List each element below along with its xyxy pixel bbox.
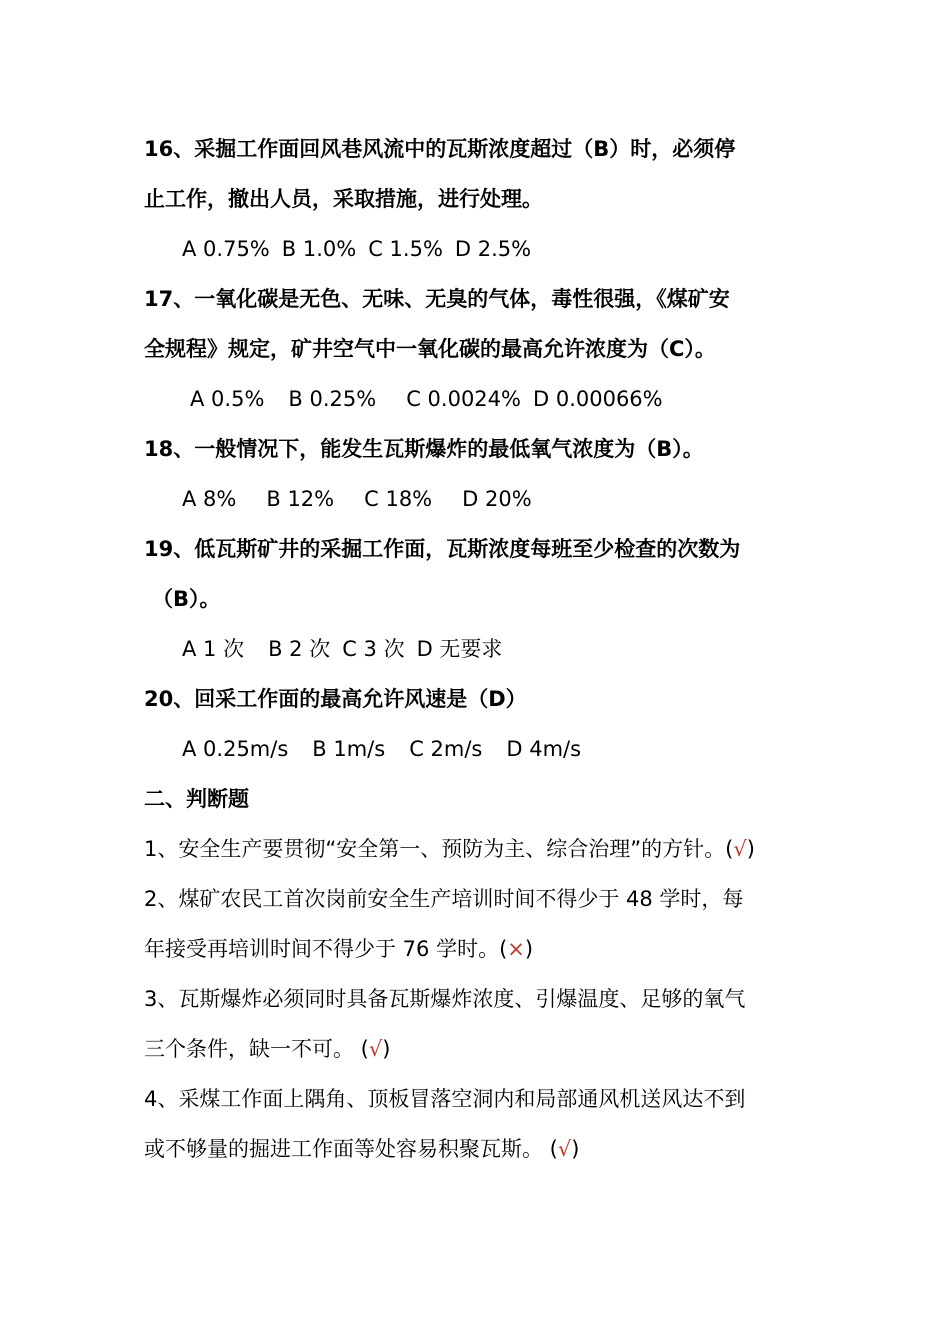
document-page bbox=[144, 124, 810, 1174]
option-d: D 无要求 bbox=[416, 637, 503, 661]
option-b: B 0.25% bbox=[288, 387, 377, 411]
option-c: C 2m/s bbox=[409, 737, 483, 761]
check-mark: √ bbox=[368, 1037, 383, 1061]
option-a: A 8% bbox=[182, 487, 237, 511]
judgment-4-line-2 bbox=[144, 1124, 810, 1174]
cross-mark: × bbox=[507, 937, 525, 961]
option-d: D 2.5% bbox=[454, 237, 532, 261]
question-17-line-1: 17、一氧化碳是无色、无味、无臭的气体，毒性很强，《煤矿安 bbox=[144, 287, 730, 311]
question-17-line-2: 全规程》规定，矿井空气中一氧化碳的最高允许浓度为（C）。 bbox=[144, 337, 716, 361]
question-17-options bbox=[144, 374, 810, 424]
question-18-line-1: 18、一般情况下，能发生瓦斯爆炸的最低氧气浓度为（B）。 bbox=[144, 437, 704, 461]
judgment-3-text: 三个条件，缺一不可。 ( bbox=[144, 1037, 369, 1061]
judgment-2-line-1: 2、煤矿农民工首次岗前安全生产培训时间不得少于 48 学时，每 bbox=[144, 887, 744, 911]
question-19-line-1: 19、低瓦斯矿井的采掘工作面，瓦斯浓度每班至少检查的次数为 bbox=[144, 537, 741, 561]
option-d: D 4m/s bbox=[506, 737, 582, 761]
section-title: 二、判断题 bbox=[144, 787, 249, 811]
option-c: C 1.5% bbox=[368, 237, 443, 261]
option-b: B 12% bbox=[266, 487, 335, 511]
question-19-options bbox=[144, 624, 810, 674]
question-20-options bbox=[144, 724, 810, 774]
judgment-4-line-1: 4、采煤工作面上隅角、顶板冒落空洞内和局部通风机送风达不到 bbox=[144, 1087, 746, 1111]
question-16-line-2: 止工作，撤出人员，采取措施，进行处理。 bbox=[144, 187, 543, 211]
option-c: C 3 次 bbox=[342, 637, 405, 661]
option-b: B 1m/s bbox=[312, 737, 386, 761]
option-b: B 2 次 bbox=[268, 637, 331, 661]
judgment-4-text: 或不够量的掘进工作面等处容易积聚瓦斯。 ( bbox=[144, 1137, 558, 1161]
close-paren: ) bbox=[746, 837, 755, 861]
check-mark: √ bbox=[733, 837, 747, 861]
judgment-3-line-2 bbox=[144, 1024, 810, 1074]
option-a: A 1 次 bbox=[182, 637, 245, 661]
option-c: C 18% bbox=[364, 487, 433, 511]
judgment-1-line-1 bbox=[144, 824, 810, 874]
close-paren: ) bbox=[382, 1037, 391, 1061]
option-c: C 0.0024% bbox=[406, 387, 521, 411]
check-mark: √ bbox=[557, 1137, 572, 1161]
judgment-3-line-1: 3、瓦斯爆炸必须同时具备瓦斯爆炸浓度、引爆温度、足够的氧气 bbox=[144, 987, 746, 1011]
question-16-options bbox=[144, 224, 810, 274]
question-16-line-1: 16、采掘工作面回风巷风流中的瓦斯浓度超过（B）时，必须停 bbox=[144, 137, 736, 161]
close-paren: ) bbox=[524, 937, 534, 961]
question-19-line-2: （B）。 bbox=[152, 587, 221, 611]
judgment-2-line-2 bbox=[144, 924, 810, 974]
option-a: A 0.5% bbox=[190, 387, 265, 411]
question-18-options bbox=[144, 474, 810, 524]
option-a: A 0.75% bbox=[182, 237, 270, 261]
option-d: D 20% bbox=[462, 487, 532, 511]
judgment-2-text: 年接受再培训时间不得少于 76 学时。( bbox=[144, 937, 508, 961]
judgment-1-text: 1、安全生产要贯彻“安全第一、预防为主、综合治理”的方针。( bbox=[144, 837, 734, 861]
close-paren: ) bbox=[571, 1137, 580, 1161]
question-20-line-1: 20、回采工作面的最高允许风速是（D） bbox=[144, 687, 527, 711]
option-a: A 0.25m/s bbox=[182, 737, 289, 761]
option-b: B 1.0% bbox=[281, 237, 357, 261]
option-d: D 0.00066% bbox=[532, 387, 663, 411]
